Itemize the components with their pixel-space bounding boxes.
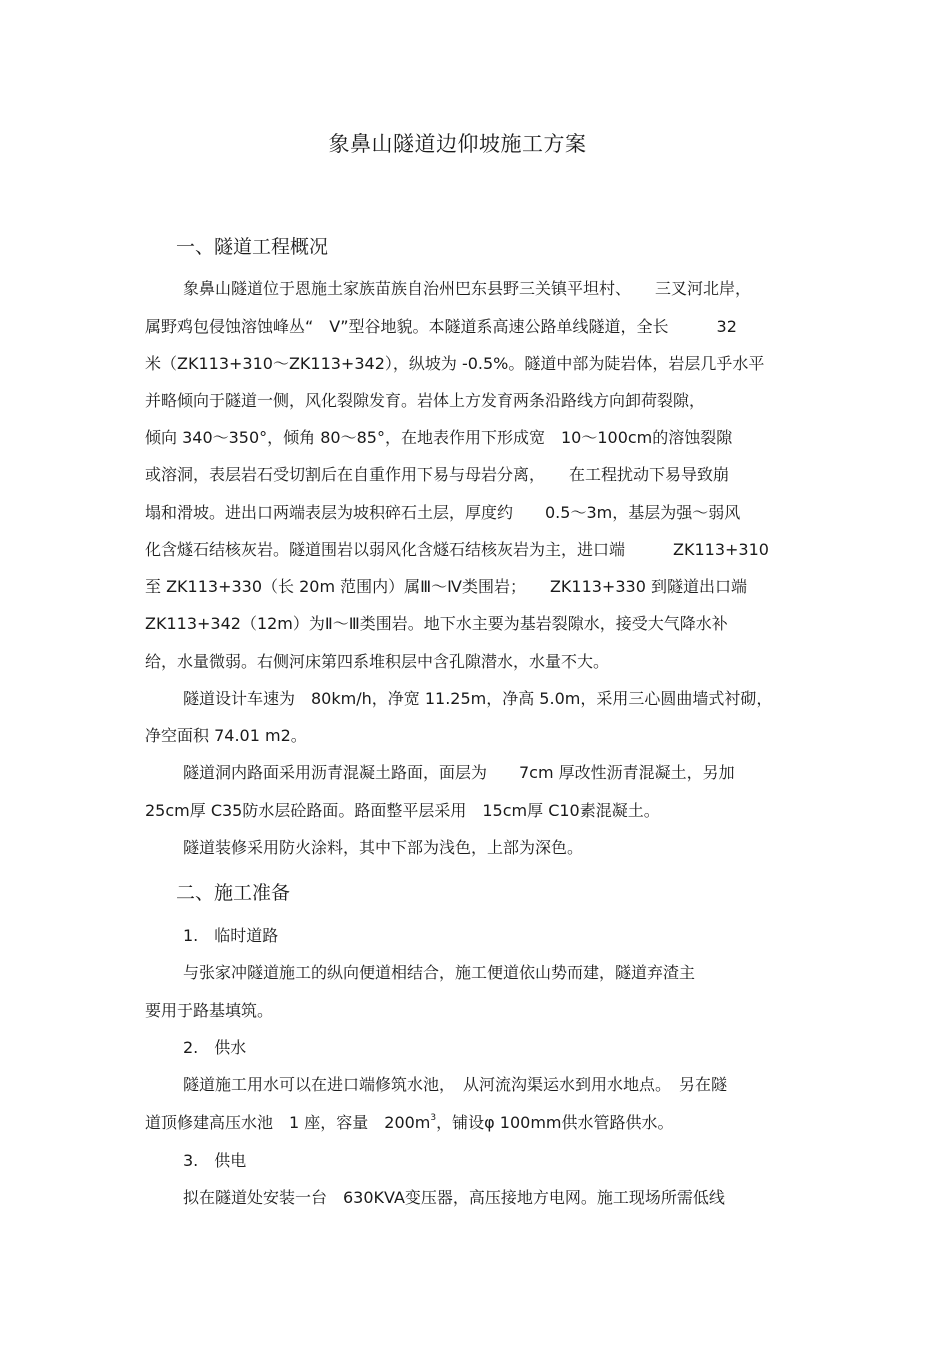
paragraph-line: 或溶洞，表层岩石受切割后在自重作用下易与母岩分离， 在工程扰动下易导致崩	[145, 465, 730, 484]
paragraph-line: 净空面积 74.01 m2。	[145, 726, 307, 745]
subsection-heading-water-supply: 2. 供水	[183, 1038, 247, 1057]
paragraph-line: 倾向 340～350°，倾角 80～85°，在地表作用下形成宽 10～100cm的溶蚀裂隙	[145, 428, 733, 447]
section-heading-overview: 一、隧道工程概况	[176, 236, 329, 258]
paragraph-line: 与张家冲隧道施工的纵向便道相结合，施工便道依山势而建，隧道弃渣主	[183, 963, 696, 982]
paragraph-line: 隧道设计车速为 80km/h，净宽 11.25m，净高 5.0m，采用三心圆曲墙式衬砌，	[183, 689, 773, 708]
paragraph-line: 隧道装修采用防火涂料，其中下部为浅色，上部为深色。	[183, 838, 584, 857]
paragraph-line: 要用于路基填筑。	[145, 1001, 274, 1020]
section-heading-preparation: 二、施工准备	[176, 882, 291, 904]
paragraph-line: 隧道施工用水可以在进口端修筑水池， 从河流沟渠运水到用水地点。 另在隧	[183, 1075, 728, 1094]
paragraph-line: 属野鸡包侵蚀溶蚀峰丛“ V”型谷地貌。本隧道系高速公路单线隧道，全长 32	[145, 317, 737, 336]
paragraph-line: 象鼻山隧道位于恩施土家族苗族自治州巴东县野三关镇平坦村、 三叉河北岸，	[183, 279, 752, 298]
paragraph-line: 至 ZK113+330（长 20m 范围内）属Ⅲ～Ⅳ类围岩； ZK113+330 到隧道出口端	[145, 577, 747, 596]
text-run: 道顶修建高压水池 1 座，容量 200m	[145, 1113, 431, 1132]
paragraph-line: 25cm厚 C35防水层砼路面。路面整平层采用 15cm厚 C10素混凝土。	[145, 801, 660, 820]
paragraph-line: ZK113+342（12m）为Ⅱ～Ⅲ类围岩。地下水主要为基岩裂隙水，接受大气降水补	[145, 614, 728, 633]
subsection-heading-temporary-road: 1. 临时道路	[183, 926, 279, 945]
superscript-cubic: 3	[430, 1113, 437, 1123]
document-title: 象鼻山隧道边仰坡施工方案	[328, 132, 587, 156]
paragraph-line: 给，水量微弱。右侧河床第四系堆积层中含孔隙潜水，水量不大。	[145, 652, 610, 671]
paragraph-line: 米（ZK113+310～ZK113+342），纵坡为 -0.5%。隧道中部为陡岩体，岩层几乎水平	[145, 354, 765, 373]
paragraph-line: 并略倾向于隧道一侧，风化裂隙发育。岩体上方发育两条沿路线方向卸荷裂隙，	[145, 391, 706, 410]
paragraph-line: 拟在隧道处安装一台 630KVA变压器，高压接地方电网。施工现场所需低线	[183, 1188, 725, 1207]
paragraph-line: 隧道洞内路面采用沥青混凝土路面，面层为 7cm 厚改性沥青混凝土，另加	[183, 763, 735, 782]
paragraph-line: 化含燧石结核灰岩。隧道围岩以弱风化含燧石结核灰岩为主，进口端 ZK113+310	[145, 540, 769, 559]
paragraph-line	[145, 1110, 674, 1133]
paragraph-line: 塌和滑坡。进出口两端表层为坡积碎石土层，厚度约 0.5～3m，基层为强～弱风	[145, 503, 741, 522]
subsection-heading-power-supply: 3. 供电	[183, 1151, 247, 1170]
text-run: ，铺设φ 100mm供水管路供水。	[436, 1113, 674, 1132]
